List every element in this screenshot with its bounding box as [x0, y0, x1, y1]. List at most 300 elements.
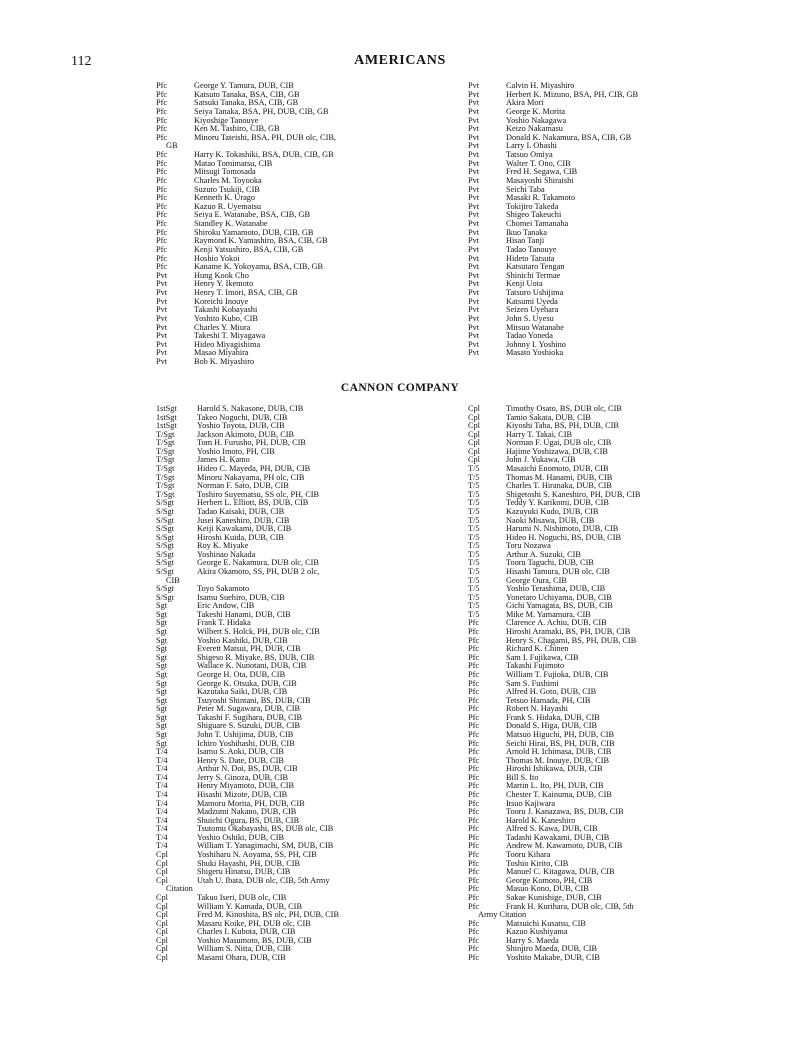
entry-rank: Pvt: [156, 270, 168, 280]
entry-rank: Pfc: [468, 850, 480, 860]
roster-entry: [156, 568, 339, 577]
entry-rank: Pvt: [468, 296, 480, 306]
entry-name: Ikuo Tanaka: [506, 227, 547, 237]
entry-name: Hiroshi Ishikawa, DUB, CIB: [506, 764, 603, 774]
entry-name: Charles T. Hiranaka, DUB, CIB: [506, 481, 612, 491]
entry-rank: 1stSgt: [156, 412, 177, 422]
entry-rank: Pvt: [468, 262, 480, 272]
entry-name: Harry S. Maeda: [506, 935, 559, 945]
entry-rank: Pvt: [468, 253, 480, 263]
entry-name: Hideo Miyagishima: [194, 339, 261, 349]
entry-rank: Pvt: [156, 322, 168, 332]
roster-top-left-column: [156, 82, 336, 367]
entry-name: Yoshio Imoto, PH, CIB: [197, 446, 275, 456]
entry-name: James H. Kamo: [197, 455, 250, 465]
entry-rank: Cpl: [468, 412, 480, 422]
entry-name: Isamu S. Aoki, DUB, CIB: [197, 747, 284, 757]
entry-name: Manuel C. Kitagawa, DUB, CIB: [506, 867, 615, 877]
entry-name: Harold K. Kaneshiro: [506, 815, 576, 825]
entry-rank: Pvt: [156, 313, 168, 323]
entry-rank: Pvt: [468, 331, 480, 341]
entry-name: Keiji Kawakami, DUB, CIB: [197, 524, 292, 534]
entry-rank: T/Sgt: [156, 472, 175, 482]
entry-name: Shigeru Hinatsu, DUB, CIB: [197, 867, 291, 877]
entry-name: Seichi Hirai, BS, PH, DUB, CIB: [506, 738, 615, 748]
entry-rank: Pfc: [156, 98, 168, 108]
roster-entry: [468, 842, 640, 851]
cannon-company-right-column: [468, 405, 640, 963]
entry-rank: Pfc: [156, 175, 168, 185]
entry-name: Arthur N. Doi, BS, DUB, CIB: [197, 764, 298, 774]
roster-entry: [468, 349, 638, 358]
entry-rank: Pvt: [156, 288, 168, 297]
entry-name: Yoshiharu N. Aoyama, SS, PH, CIB: [197, 850, 317, 860]
section-title: CANNON COMPANY: [340, 382, 460, 394]
entry-name: Takuo Iseri, DUB olc, CIB: [197, 892, 287, 902]
entry-name: Yoshio Kashiki, DUB, CIB: [197, 635, 288, 645]
entry-rank: Pvt: [156, 357, 168, 366]
entry-rank: Pvt: [468, 270, 480, 280]
entry-rank: Cpl: [156, 944, 168, 954]
entry-name: Matao Tomimatsu, CIB: [194, 158, 273, 168]
entry-name: Shigetoshi S. Kaneshiro, PH, DUB, CIB: [506, 489, 641, 499]
entry-name: Seiya Tanaka, BSA, PH, DUB, CIB, GB: [194, 106, 329, 116]
entry-name: Charles I. Kubota, DUB, CIB: [197, 927, 296, 937]
entry-rank: Pfc: [156, 158, 168, 168]
entry-rank: Pvt: [468, 236, 480, 246]
entry-name: Seizen Uyehara: [506, 305, 559, 315]
entry-rank: Pvt: [156, 331, 168, 341]
entry-name: Thomas M. Inouye, DUB, CIB: [506, 755, 610, 765]
entry-rank: Pvt: [156, 279, 168, 289]
entry-rank: Cpl: [156, 892, 168, 902]
entry-rank: Pfc: [468, 755, 480, 765]
entry-rank: T/4: [156, 798, 168, 808]
entry-rank: Pfc: [468, 618, 480, 628]
entry-name: William S. Nitta, DUB, CIB: [197, 944, 291, 954]
entry-rank: Pfc: [156, 253, 168, 263]
entry-name: Tadao Tanouye: [506, 244, 557, 254]
entry-rank: Pvt: [468, 98, 480, 108]
entry-name: Frank S. Hidaka, DUB, CIB: [506, 712, 600, 722]
entry-name: Richard K. Chinen: [506, 644, 569, 654]
entry-rank: Pfc: [156, 227, 168, 237]
entry-name: Timothy Osato, BS, DUB olc, CIB: [506, 404, 622, 413]
entry-name: Kenji Uota: [506, 279, 543, 289]
entry-rank: S/Sgt: [156, 549, 174, 559]
entry-name: Herbert L. Elliott, BS, DUB, CIB: [197, 498, 309, 508]
entry-name: George Komoto, PH, CIB: [506, 875, 593, 885]
entry-name: William T. Fujioka, DUB, CIB: [506, 669, 609, 679]
entry-name: Donald S. Higa, DUB, CIB: [506, 721, 598, 731]
entry-name: Shinjiro Maeda, DUB, CIB: [506, 944, 598, 954]
entry-name: Kazuyuki Kudo, DUB, CIB: [506, 506, 599, 516]
entry-rank: S/Sgt: [156, 592, 174, 602]
entry-rank: Cpl: [156, 927, 168, 937]
entry-name: Katsutaro Tengan: [506, 262, 565, 272]
entry-name: Bob K. Miyashiro: [194, 357, 255, 366]
entry-rank: Pfc: [156, 236, 168, 246]
entry-name: Larry I. Ohashi: [506, 141, 557, 151]
entry-rank: T/4: [156, 832, 168, 842]
entry-name: Andrew M. Kawamoto, DUB, CIB: [506, 841, 623, 851]
entry-rank: Pvt: [156, 339, 168, 349]
entry-name: Naoki Misawa, DUB, CIB: [506, 515, 595, 525]
entry-rank: Pvt: [468, 288, 480, 297]
entry-name: Robert N. Hayashi: [506, 704, 568, 714]
entry-rank: Pvt: [468, 132, 480, 142]
entry-rank: T/5: [468, 498, 480, 508]
entry-rank: Pfc: [468, 790, 480, 800]
roster-entry: [156, 246, 336, 255]
entry-rank: Pfc: [468, 712, 480, 722]
entry-rank: T/5: [468, 609, 480, 619]
entry-rank: T/5: [468, 489, 480, 499]
entry-name: John S. Uyesu: [506, 313, 554, 323]
entry-rank: Pfc: [156, 81, 168, 90]
entry-rank: T/5: [468, 532, 480, 542]
entry-rank: Pfc: [468, 627, 480, 637]
entry-name: Kenji Yatsushiro, BSA, CIB, GB: [194, 244, 304, 254]
entry-rank: Pvt: [468, 106, 480, 116]
entry-name: Hiroshi Aramaki, BS, PH, DUB, CIB: [506, 627, 631, 637]
entry-name: George K. Otsuka, DUB, CIB: [197, 678, 297, 688]
entry-name: Arnold H. Ichimasa, DUB, CIB: [506, 747, 612, 757]
entry-name: Tsuyoshi Shintani, BS, DUB, CIB: [197, 695, 311, 705]
roster-entry: [156, 954, 339, 963]
entry-rank: 1stSgt: [156, 404, 177, 413]
entry-rank: Pfc: [468, 644, 480, 654]
entry-name: George H. Ota, DUB, CIB: [197, 669, 286, 679]
entry-rank: Pfc: [468, 935, 480, 945]
entry-rank: Pfc: [468, 661, 480, 671]
running-head: AMERICANS: [354, 53, 446, 68]
entry-name: George Y. Tamura, DUB, CIB: [194, 81, 294, 90]
entry-name: Yoshito Kubo, CIB: [194, 313, 258, 323]
entry-rank: T/4: [156, 790, 168, 800]
entry-rank: Sgt: [156, 618, 168, 628]
entry-rank: Pfc: [468, 824, 480, 834]
entry-rank: Pfc: [156, 132, 168, 142]
entry-name: Kiyoshi Taba, BS, PH, DUB, CIB: [506, 421, 619, 431]
entry-rank: Cpl: [156, 875, 168, 885]
entry-name: Yoshinao Nakada: [197, 549, 256, 559]
entry-rank: Pvt: [468, 322, 480, 332]
entry-name: Henry T. Imori, BSA, CIB, GB: [194, 288, 298, 297]
cannon-company-left-column: [156, 405, 339, 963]
entry-name: Donald K. Nakamura, BSA, CIB, GB: [506, 132, 632, 142]
entry-name: Yoshio Toyota, DUB, CIB: [197, 421, 285, 431]
entry-rank: T/5: [468, 549, 480, 559]
entry-rank: Cpl: [156, 858, 168, 868]
entry-rank: T/4: [156, 755, 168, 765]
entry-name: Hajime Yoshizawa, DUB, CIB: [506, 446, 608, 456]
entry-rank: Cpl: [156, 901, 168, 911]
entry-rank: Sgt: [156, 661, 168, 671]
entry-name: Katsumi Uyeda: [506, 296, 558, 306]
entry-rank: Sgt: [156, 644, 168, 654]
entry-rank: Pfc: [468, 687, 480, 697]
entry-rank: Cpl: [156, 953, 168, 962]
roster-entry: [468, 229, 638, 238]
roster-entry: [468, 91, 638, 100]
entry-name: Yoshio Nakagawa: [506, 115, 567, 125]
entry-name: Norman F. Ugai, DUB olc, CIB: [506, 438, 612, 448]
entry-name: Arthur A. Suzuki, CIB: [506, 549, 581, 559]
entry-name: Masayoshi Shiraishi: [506, 175, 574, 185]
entry-name: Hideo H. Noguchi, BS, DUB, CIB: [506, 532, 622, 542]
entry-rank: Cpl: [156, 918, 168, 928]
entry-rank: T/5: [468, 592, 480, 602]
entry-rank: Pfc: [468, 867, 480, 877]
roster-top-right-column: [468, 82, 638, 358]
entry-rank: T/Sgt: [156, 438, 175, 448]
entry-name: Yonetaro Uchiyama, DUB, CIB: [506, 592, 612, 602]
entry-name: Chester T. Kainuma, DUB, CIB: [506, 790, 612, 800]
entry-rank: Pvt: [156, 305, 168, 315]
entry-name: Teddy Y. Karikomi, DUB, CIB: [506, 498, 609, 508]
entry-name: Harry K. Tokashiki, BSA, DUB, CIB, GB: [194, 150, 334, 159]
entry-rank: T/Sgt: [156, 446, 175, 456]
entry-rank: Pfc: [468, 729, 480, 739]
entry-name: Hung Kook Cho: [194, 270, 249, 280]
entry-name: Tokijiro Takeda: [506, 201, 559, 211]
entry-name: Mitsugi Tomosada: [194, 167, 256, 177]
entry-rank: Pvt: [468, 339, 480, 349]
entry-rank: Pfc: [156, 262, 168, 272]
entry-name: Jackson Akimoto, DUB, CIB: [197, 429, 295, 439]
entry-name: Takashi F. Sugihara, DUB, CIB: [197, 712, 302, 722]
entry-rank: T/4: [156, 781, 168, 791]
entry-rank: Pfc: [156, 106, 168, 116]
entry-name: Eric Andow, CIB: [197, 601, 255, 611]
entry-rank: Pvt: [468, 279, 480, 289]
entry-name: Kazuo R. Uyematsu: [194, 201, 262, 211]
entry-name: Harumi N. Nishimoto, DUB, CIB: [506, 524, 619, 534]
entry-rank: Pfc: [468, 875, 480, 885]
entry-rank: Cpl: [468, 429, 480, 439]
entry-rank: T/5: [468, 558, 480, 568]
entry-name: Hideo C. Mayeda, PH, DUB, CIB: [197, 464, 311, 474]
entry-name: Frank T. Hidaka: [197, 618, 251, 628]
entry-rank: Pvt: [468, 150, 480, 159]
entry-rank: Cpl: [468, 455, 480, 465]
entry-rank: Cpl: [156, 867, 168, 877]
entry-name: Martin L. Ito, PH, DUB, CIB: [506, 781, 604, 791]
entry-rank: T/4: [156, 764, 168, 774]
entry-rank: Pfc: [468, 772, 480, 782]
entry-name: Norman F. Sato, DUB, CIB: [197, 481, 289, 491]
entry-name: Shigeo Takeuchi: [506, 210, 562, 220]
page-number: 112: [71, 54, 92, 69]
entry-rank: Pfc: [468, 858, 480, 868]
entry-rank: T/Sgt: [156, 481, 175, 491]
entry-rank: Pfc: [468, 807, 480, 817]
entry-name: Everett Matsui, PH, DUB, CIB: [197, 644, 301, 654]
entry-name: William T. Yanagimachi, SM, DUB, CIB: [197, 841, 334, 851]
entry-rank: T/5: [468, 481, 480, 491]
entry-name: Shuichi Ogura, BS, DUB, CIB: [197, 815, 300, 825]
entry-rank: Pvt: [468, 89, 480, 99]
entry-rank: Cpl: [468, 446, 480, 456]
entry-name: Wallace K. Nunotani, DUB, CIB: [197, 661, 307, 671]
entry-rank: Pfc: [156, 167, 168, 177]
entry-name: Shiguare S. Suzuki, DUB, CIB: [197, 721, 301, 731]
entry-rank: T/4: [156, 772, 168, 782]
entry-name: Toyo Sakamoto: [197, 584, 250, 594]
entry-rank: Pfc: [468, 669, 480, 679]
entry-name: Charles M. Toyooka: [194, 175, 262, 185]
entry-name: Matsuichi Kusatsu, CIB: [506, 918, 586, 928]
entry-name: Takashi Fujimoto: [506, 661, 565, 671]
entry-rank: Pfc: [468, 927, 480, 937]
entry-name: Henry Y. Ikemoto: [194, 279, 254, 289]
roster-entry: [468, 272, 638, 281]
entry-rank: T/Sgt: [156, 429, 175, 439]
entry-name: Kaname K. Yokoyama, BSA, CIB, GB: [194, 262, 324, 272]
entry-rank: Pfc: [468, 747, 480, 757]
entry-name: Bill S. Ito: [506, 772, 539, 782]
entry-name: Utah U. Ibata, DUB olc, CIB, 5th Army: [197, 875, 330, 885]
entry-name: Madzumi Nakano, DUB, CIB: [197, 807, 297, 817]
entry-name: Takashi Kobayashi: [194, 305, 258, 315]
entry-rank: T/4: [156, 807, 168, 817]
entry-name: Seichi Taba: [506, 184, 545, 194]
entry-rank: Sgt: [156, 729, 168, 739]
entry-rank: S/Sgt: [156, 584, 174, 594]
entry-name: Matsuo Higuchi, PH, DUB, CIB: [506, 729, 615, 739]
entry-name: Alfred H. Goto, DUB, CIB: [506, 687, 597, 697]
entry-name: Clarence A. Achiu, DUB, CIB: [506, 618, 607, 628]
entry-rank: Pfc: [468, 892, 480, 902]
entry-name: Herbert K. Mizuno, BSA, PH, CIB, GB: [506, 89, 639, 99]
entry-name: Toshiro Suyematsu, SS olc, PH, CIB: [197, 489, 320, 499]
entry-rank: T/5: [468, 541, 480, 551]
entry-name: Wilbert S. Holck, PH, DUB olc, CIB: [197, 627, 320, 637]
entry-name: Seiya E. Watanabe, BSA, CIB, GB: [194, 210, 311, 220]
entry-name: Hisashi Tamura, DUB olc, CIB: [506, 566, 610, 576]
entry-name: George K. Morita: [506, 106, 566, 116]
entry-rank: T/Sgt: [156, 455, 175, 465]
entry-name: Tetsuo Hamada, PH, CIB: [506, 695, 591, 705]
entry-name: Toshio Kirito, CIB: [506, 858, 569, 868]
entry-rank: S/Sgt: [156, 515, 174, 525]
entry-rank: Pfc: [468, 738, 480, 748]
entry-name: Thomas M. Hanami, DUB, CIB: [506, 472, 613, 482]
entry-name: Ken M. Tashiro, CIB, GB: [194, 124, 280, 134]
entry-name: Shigeso R. Miyake, BS, DUB, CIB: [197, 652, 315, 662]
entry-rank: Pfc: [468, 815, 480, 825]
entry-name: Sam S. Fushimi: [506, 678, 559, 688]
entry-name: Citation: [166, 884, 193, 894]
roster-entry: [468, 142, 638, 151]
entry-rank: T/5: [468, 472, 480, 482]
entry-name: Sakae Kunishige, DUB, CIB: [506, 892, 602, 902]
entry-rank: Pfc: [468, 695, 480, 705]
entry-rank: Pfc: [468, 884, 480, 894]
entry-rank: T/5: [468, 515, 480, 525]
entry-name: Takeshi Hanami, DUB, CIB: [197, 609, 291, 619]
entry-name: Tadao Yoneda: [506, 331, 553, 341]
entry-rank: Pvt: [156, 296, 168, 306]
entry-rank: Pvt: [468, 167, 480, 177]
entry-name: Kiyoshige Tanouye: [194, 115, 259, 125]
entry-name: Keizo Nakamasu: [506, 124, 563, 134]
entry-name: Sam I. Fujikawa, CIB: [506, 652, 579, 662]
entry-rank: T/5: [468, 584, 480, 594]
entry-name: Mamoru Morita, PH, DUB, CIB: [197, 798, 305, 808]
entry-name: Yoshio Oshiki, DUB, CIB: [197, 832, 284, 842]
entry-rank: T/5: [468, 601, 480, 611]
entry-rank: Pvt: [468, 175, 480, 185]
entry-name: Akira Okamoto, SS, PH, DUB 2 olc,: [197, 566, 320, 576]
entry-name: Tamio Sakata, DUB, CIB: [506, 412, 591, 422]
entry-name: Hiroshi Kuida, DUB, CIB: [197, 532, 284, 542]
entry-rank: Pvt: [468, 193, 480, 203]
entry-name: Suzuto Tsukiji, CIB: [194, 184, 260, 194]
entry-name: Standley K. Watanabe: [194, 219, 268, 228]
entry-name: Calvin H. Miyashiro: [506, 81, 575, 90]
entry-name: Mike M. Yamamura, CIB: [506, 609, 591, 619]
entry-name: Masato Yoshioka: [506, 348, 564, 358]
entry-name: Tadashi Kawakami, DUB, CIB: [506, 832, 610, 842]
entry-rank: Pvt: [468, 219, 480, 228]
roster-entry: [468, 765, 640, 774]
entry-name: Raymond K. Yamashiro, BSA, CIB, GB: [194, 236, 328, 246]
entry-name: Tatsuro Ushijima: [506, 288, 564, 297]
entry-name: Ichiro Yoshihashi, DUB, CIB: [197, 738, 295, 748]
entry-rank: Pvt: [468, 313, 480, 323]
roster-entry: [468, 954, 640, 963]
entry-rank: Pfc: [468, 678, 480, 688]
entry-name: Shiroku Yamamoto, DUB, CIB, GB: [194, 227, 314, 237]
entry-name: Frank H. Kurihara, DUB olc, CIB, 5th: [506, 901, 634, 911]
entry-name: Yoshito Makabe, DUB, CIB: [506, 953, 600, 962]
entry-name: Tooru Kihara: [506, 850, 551, 860]
entry-rank: Pfc: [156, 115, 168, 125]
entry-rank: Pvt: [468, 158, 480, 168]
entry-rank: T/4: [156, 824, 168, 834]
entry-name: CIB: [166, 575, 180, 585]
entry-rank: Pfc: [468, 652, 480, 662]
entry-rank: Pvt: [468, 244, 480, 254]
entry-rank: T/5: [468, 524, 480, 534]
entry-rank: Pvt: [468, 184, 480, 194]
entry-rank: Pfc: [156, 150, 168, 159]
entry-name: Takeshi T. Miyagawa: [194, 331, 266, 341]
entry-rank: Pvt: [468, 227, 480, 237]
roster-entry: [468, 534, 640, 543]
entry-name: Hideto Tatsuta: [506, 253, 555, 263]
entry-name: Hisao Tanji: [506, 236, 545, 246]
entry-rank: S/Sgt: [156, 558, 174, 568]
entry-name: Charles Y. Miura: [194, 322, 251, 332]
entry-rank: Pfc: [468, 918, 480, 928]
entry-rank: T/5: [468, 506, 480, 516]
entry-rank: Sgt: [156, 635, 168, 645]
roster-entry: [468, 220, 638, 229]
entry-rank: Sgt: [156, 609, 168, 619]
entry-name: Masaru Koike, PH, DUB olc, CIB: [197, 918, 311, 928]
entry-rank: Pfc: [156, 89, 168, 99]
entry-rank: Sgt: [156, 712, 168, 722]
entry-name: Kazutaka Saiki, DUB, CIB: [197, 687, 288, 697]
entry-rank: Pfc: [468, 704, 480, 714]
entry-rank: S/Sgt: [156, 506, 174, 516]
entry-rank: Pfc: [156, 210, 168, 220]
entry-rank: Pfc: [156, 244, 168, 254]
entry-rank: Cpl: [156, 850, 168, 860]
